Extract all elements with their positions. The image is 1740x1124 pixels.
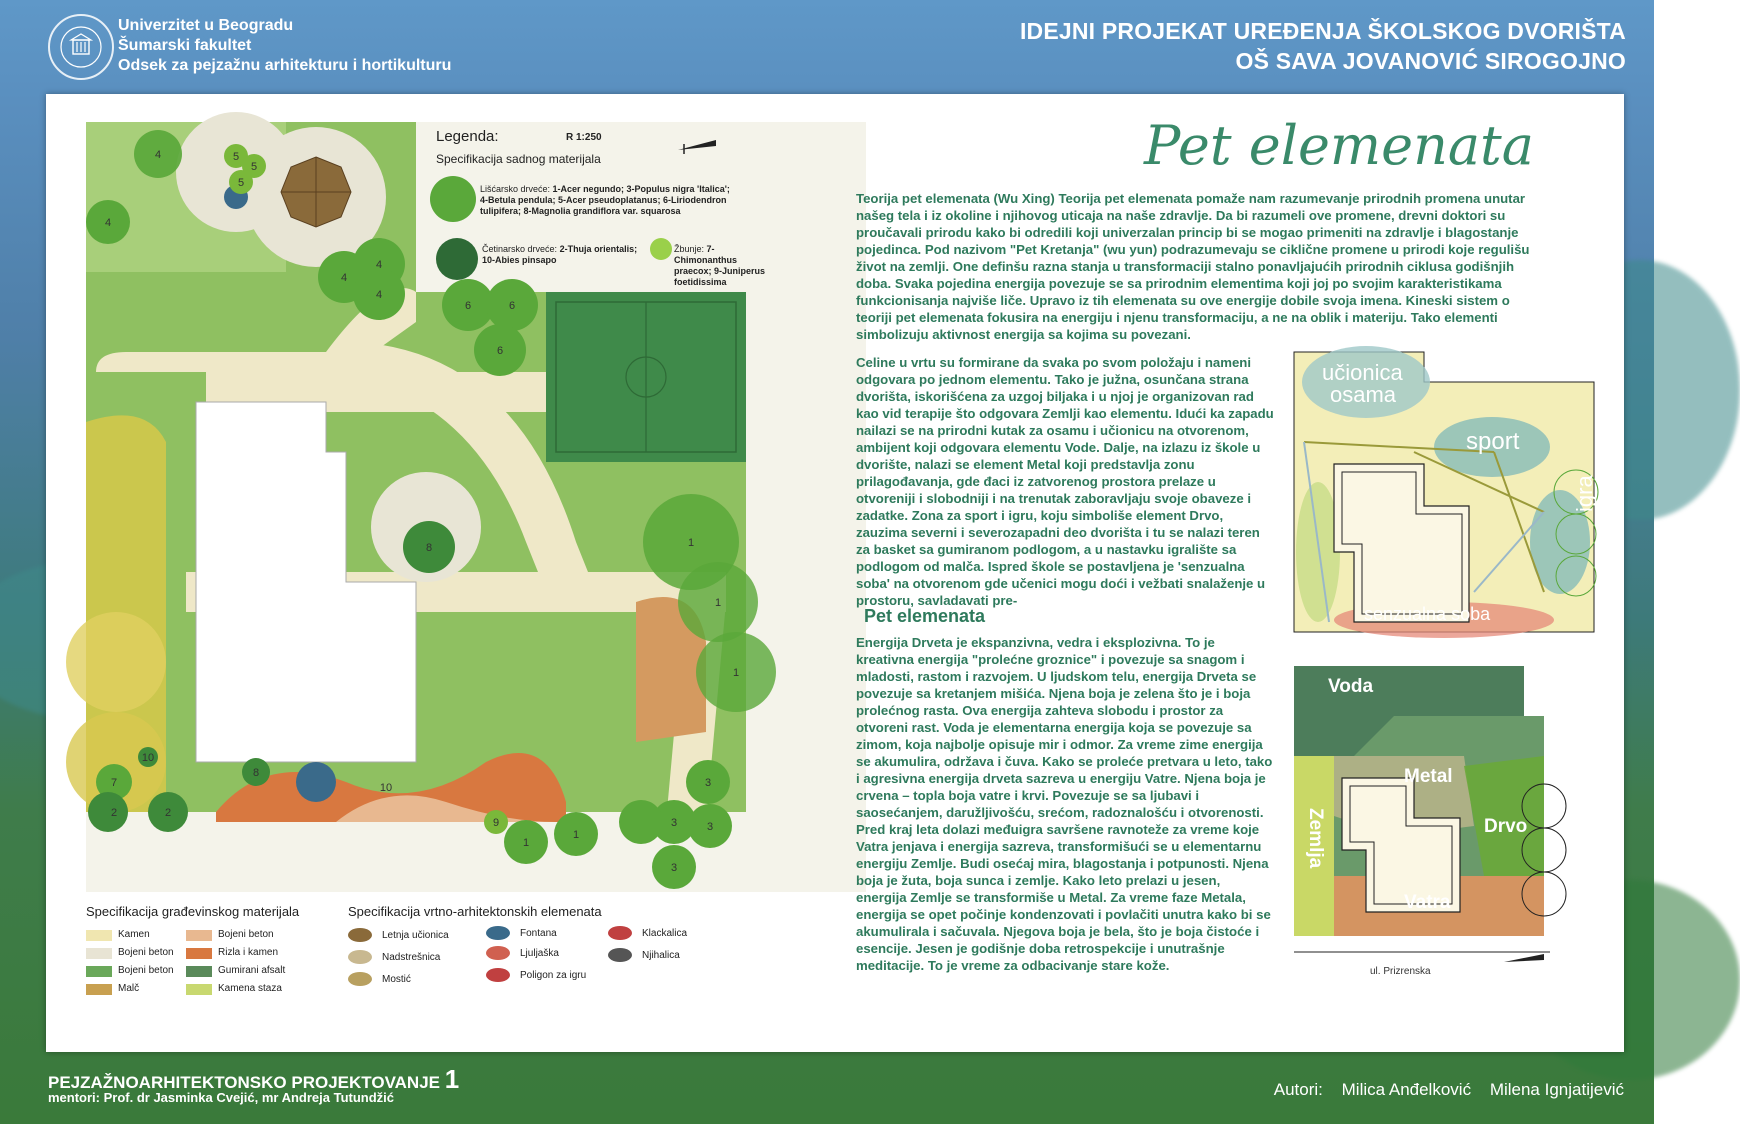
tree-number: 6 xyxy=(508,300,516,312)
university-seal-icon xyxy=(48,14,114,80)
elements-paragraph: Energija Drveta je ekspanzivna, vedra i eksplozivna. To je kreativna energija "prolećne groznice" i povezuje sa snagom i mladosti, rastom i razvojem. U ljudskom telu, energija Drveta se povezuje sa kretanjem mišića. Njena boja je zelena što je i boja prolećnog rasta. Ova energija zahteva slobodu i prostor za otvoreni rast. Voda je elementarna energija koja se povezuje sa zimom, koja najbolje opisuje mir i odmor. Za vreme zime energija se akumulira, održava i čuva. Kako se proleće pretvara u leto, tako i agresivna energija drveta sazreva u energiju Vatre. Njena boja je crvena – topla boja vatre i krvi. Povezuje se sa ljubavi i saosećanjem, daružljivošću, srećom, radoznalošću i otvorenosti. Pred kraj leta dolazi međuigra savršene ravnoteže za vreme koje Vatra jenjava i energija sazreva, transformišući se u elementarnu energiju Zemlje. Budi osećaj mira, blagostanja i potpunosti. Njena boja je žuta, boja sunca i zemlje. Kako leto prelazi u jesen, energija Zemlje se transformiše u Metal. Za vreme faze Metala, energija se opet počinje kondenzovati i povlačiti unutra kako bi se akumulirala i sačuvala. Njegova boja je bela, što je boja čistoće i esencije. Jesen je godišnje doba retrospekcije i unutrašnje meditacije. To je vreme za odbacivanje stare kože. xyxy=(856,635,1273,973)
tree-number: 6 xyxy=(496,345,504,357)
tree-number: 3 xyxy=(670,817,678,829)
element-vatra-label: Vatra xyxy=(1404,892,1451,913)
gazebo-icon xyxy=(348,928,372,942)
tree-number: 3 xyxy=(670,862,678,874)
tree-number: 4 xyxy=(375,289,383,301)
deciduous-label: Lišćarsko drveće: xyxy=(480,184,551,194)
shrub-list: 7-Chimonanthus praecox; 9-Juniperus foetidissima xyxy=(674,244,766,287)
garden-element-label: Poligon za igru xyxy=(520,970,587,981)
tree-number: 5 xyxy=(237,177,245,189)
project-title-line-2: OŠ SAVA JOVANOVIĆ SIROGOJNO xyxy=(1235,48,1626,74)
poster-sheet xyxy=(46,94,1624,1052)
canopy-icon xyxy=(348,950,372,964)
playground-icon xyxy=(486,968,510,982)
element-metal-label: Metal xyxy=(1404,766,1453,787)
material-swatch xyxy=(86,948,112,959)
rocker-icon xyxy=(608,948,632,962)
element-voda-label: Voda xyxy=(1328,676,1374,697)
conifer-legend xyxy=(482,244,650,266)
garden-element-label: Fontana xyxy=(520,928,557,939)
intro-paragraph: Teorija pet elemenata (Wu Xing) Teorija pet elemenata pomaže nam razumevanje prirodnih promena unutar našeg tela i iz okoline i njihovog uticaja na naše zdravlje. Da bi razumeli ove promene, drevni doktori su proučavali prirodu kako bi odredili koji univerzalan princip bi se mogao primeniti na zdravlje i blagostanje pojedinca. Pod nazivom "Pet Kretanja" (wu yun) podrazumevaju se ciklične promene u prirodi koje regulišu život na zemlji. One definšu razna stanja u transformaciji stalno ponavljajućih prirodnih ciklusa godišnjih doba. Svaka pojedina energija povezuje se sa prirodnim elementima koji joj po svojim karakteristikama funkcionisanja najviše liče. Upravo iz tih elemenata su ove energije dobile svoja imena. Kineski sistem o teoriji pet elemenata fokusira na energiju i njenu transformaciju, a ne na oblik i materiju. Tako elementi simbolizuju aktivnost energija sa kojima su povezani. xyxy=(856,191,1530,342)
garden-element-label: Njihalica xyxy=(642,950,680,961)
footer xyxy=(0,1052,1654,1124)
mentors: mentori: Prof. dr Jasminka Cvejić, mr Andreja Tutundžić xyxy=(48,1090,395,1105)
material-swatch xyxy=(86,966,112,977)
department-name: Odsek za pejzažnu arhitekturu i hortikulturu xyxy=(118,57,452,74)
tree-number: 1 xyxy=(714,597,722,609)
tree-number: 1 xyxy=(522,837,530,849)
tree-number: 2 xyxy=(164,807,172,819)
conifer-tree-swatch xyxy=(436,238,478,280)
university-name: Univerzitet u Beogradu xyxy=(118,17,294,34)
tree-number: 2 xyxy=(110,807,118,819)
material-swatch xyxy=(86,930,112,941)
university-lines xyxy=(118,16,451,76)
element-drvo-label: Drvo xyxy=(1484,816,1528,837)
scale-label: R 1:250 xyxy=(566,132,602,143)
tree-number: 4 xyxy=(154,149,162,161)
gazebo xyxy=(281,157,351,227)
shrub-legend xyxy=(674,244,766,288)
conifer-label: Četinarsko drveće: xyxy=(482,244,558,254)
project-title xyxy=(1020,16,1626,76)
shrub-swatch xyxy=(650,238,672,260)
garden-spec-title: Specifikacija vrtno-arhitektonskih elemenata xyxy=(348,904,602,919)
zone-osama-label: osama xyxy=(1330,382,1397,407)
element-zemlja-label: Zemlja xyxy=(1305,808,1326,869)
material-swatch xyxy=(186,948,212,959)
material-label: Bojeni beton xyxy=(118,965,174,976)
course-number: 1 xyxy=(444,1064,460,1094)
material-swatch xyxy=(86,984,112,995)
conifer-list: 2-Thuja orientalis; 10-Abies pinsapo xyxy=(482,244,638,265)
material-label: Bojeni beton xyxy=(118,947,174,958)
header xyxy=(0,0,1654,92)
zone-sport-label: sport xyxy=(1466,428,1520,455)
material-label: Gumirani afsalt xyxy=(218,965,286,976)
legend-title: Legenda: xyxy=(436,128,499,145)
tree-number: 4 xyxy=(375,259,383,271)
garden-element-label: Ljuljaška xyxy=(520,948,559,959)
zone-ucionica-label: učionica xyxy=(1322,360,1403,385)
text-column xyxy=(854,94,1624,1052)
material-label: Malč xyxy=(118,983,140,994)
material-label: Bojeni beton xyxy=(218,929,274,940)
author-1: Milica Anđelković xyxy=(1341,1080,1472,1099)
faculty-name: Šumarski fakultet xyxy=(118,37,252,54)
tree-number: 3 xyxy=(706,821,714,833)
zone-senzualna-soba-label: senzualna soba xyxy=(1364,604,1491,624)
deciduous-legend xyxy=(480,184,732,217)
tree-number: 4 xyxy=(104,217,112,229)
tree-number: 8 xyxy=(425,542,433,554)
tree-number: 5 xyxy=(250,161,258,173)
garden-element-label: Mostić xyxy=(382,974,411,985)
author-2: Milena Ignjatijević xyxy=(1489,1080,1624,1099)
planting-spec-title: Specifikacija sadnog materijala xyxy=(436,152,601,166)
garden-element-label: Letnja učionica xyxy=(382,930,449,941)
tree-number: 1 xyxy=(572,829,580,841)
material-label: Kamen xyxy=(118,929,150,940)
zone-igra-label: igra xyxy=(1572,475,1597,512)
fountain-icon xyxy=(486,926,510,940)
north-arrow-icon xyxy=(676,134,724,156)
project-title-line-1: IDEJNI PROJEKAT UREĐENJA ŠKOLSKOG DVORIŠTA xyxy=(1019,18,1626,44)
build-spec-title: Specifikacija građevinskog materijala xyxy=(86,904,300,919)
authors xyxy=(1260,1080,1624,1100)
garden-element-label: Klackalica xyxy=(642,928,688,939)
authors-label: Autori: xyxy=(1273,1080,1323,1099)
deciduous-list: 1-Acer negundo; 3-Populus nigra 'Italica'; 4-Betula pendula; 5-Acer pseudoplatanus; 6-Liriodendron tulipifera; 8-Magnolia grandiflora var. squarosa xyxy=(480,184,730,216)
site-plan xyxy=(86,122,866,892)
deciduous-tree-swatch xyxy=(430,176,476,222)
material-label: Rizla i kamen xyxy=(218,947,279,958)
subsection-title: Pet elemenata xyxy=(864,606,986,626)
material-specs xyxy=(86,904,846,1044)
material-swatch xyxy=(186,930,212,941)
shrub-label: Žbunje: xyxy=(674,244,705,254)
tree-number: 1 xyxy=(687,537,695,549)
zones-diagram xyxy=(1268,352,1602,646)
material-label: Kamena staza xyxy=(218,983,282,994)
zones-paragraph: Celine u vrtu su formirane da svaka po svom položaju i nameni odgovara po jednom elementu. Tako je južna, osunčana strana dvorišta, iskorišćena za uzgoj biljaka i u njoj je organizovan rad kao vid terapije što odgovara Zemlji kao elementu. Idući ka zapadu nailazi se na prirodni kutak za osamu i učionicu na otvorenom, ambijent koji odgovara elementu Vode. Dalje, na izlazu iz škole u dvorište, nalazi se element Metal koji predstavlja zonu prilagođavanja, gde đaci iz zatvorenog prostora prelaze u otvoreniji i slobodniji i na trenutak zaboravljaju svoje obaveze i zadatke. Zona za sport i igru, koju simboliše element Drvo, zauzima severni i severozapadni deo dvorišta i tu se nalazi teren za basket sa gumiranom podlogom, a u nastavku igralište sa podlogom od malča. Ispred škole se postavljena je 'senzualna soba' na otvorenom gde učenici mogu doći i vežbati snalaženje u prostoru, savladavati pre- xyxy=(856,355,1274,608)
tree-number: 7 xyxy=(110,777,118,789)
tree-number: 1 xyxy=(732,667,740,679)
tree-number: 3 xyxy=(704,777,712,789)
tree-number: 8 xyxy=(252,767,260,779)
bridge-icon xyxy=(348,972,372,986)
street-label: ul. Prizrenska xyxy=(1370,966,1431,977)
tree-number: 10 xyxy=(141,752,155,764)
tree-number: 4 xyxy=(340,272,348,284)
tree-number: 6 xyxy=(464,300,472,312)
elements-diagram xyxy=(1294,666,1602,986)
garden-element-label: Nadstrešnica xyxy=(382,952,441,963)
material-swatch xyxy=(186,966,212,977)
tree-number: 5 xyxy=(232,151,240,163)
tree-number: 10 xyxy=(379,782,393,794)
zone-cajni-vrt-label: čajni vrt xyxy=(1268,532,1290,601)
swing-icon xyxy=(486,946,510,960)
course-name: PEJZAŽNOARHITEKTONSKO PROJEKTOVANJE xyxy=(48,1073,441,1092)
seesaw-icon xyxy=(608,926,632,940)
plan-legend xyxy=(436,128,766,298)
tree-number: 9 xyxy=(492,817,500,829)
section-title: Pet elemenata xyxy=(1144,114,1534,177)
material-swatch xyxy=(186,984,212,995)
